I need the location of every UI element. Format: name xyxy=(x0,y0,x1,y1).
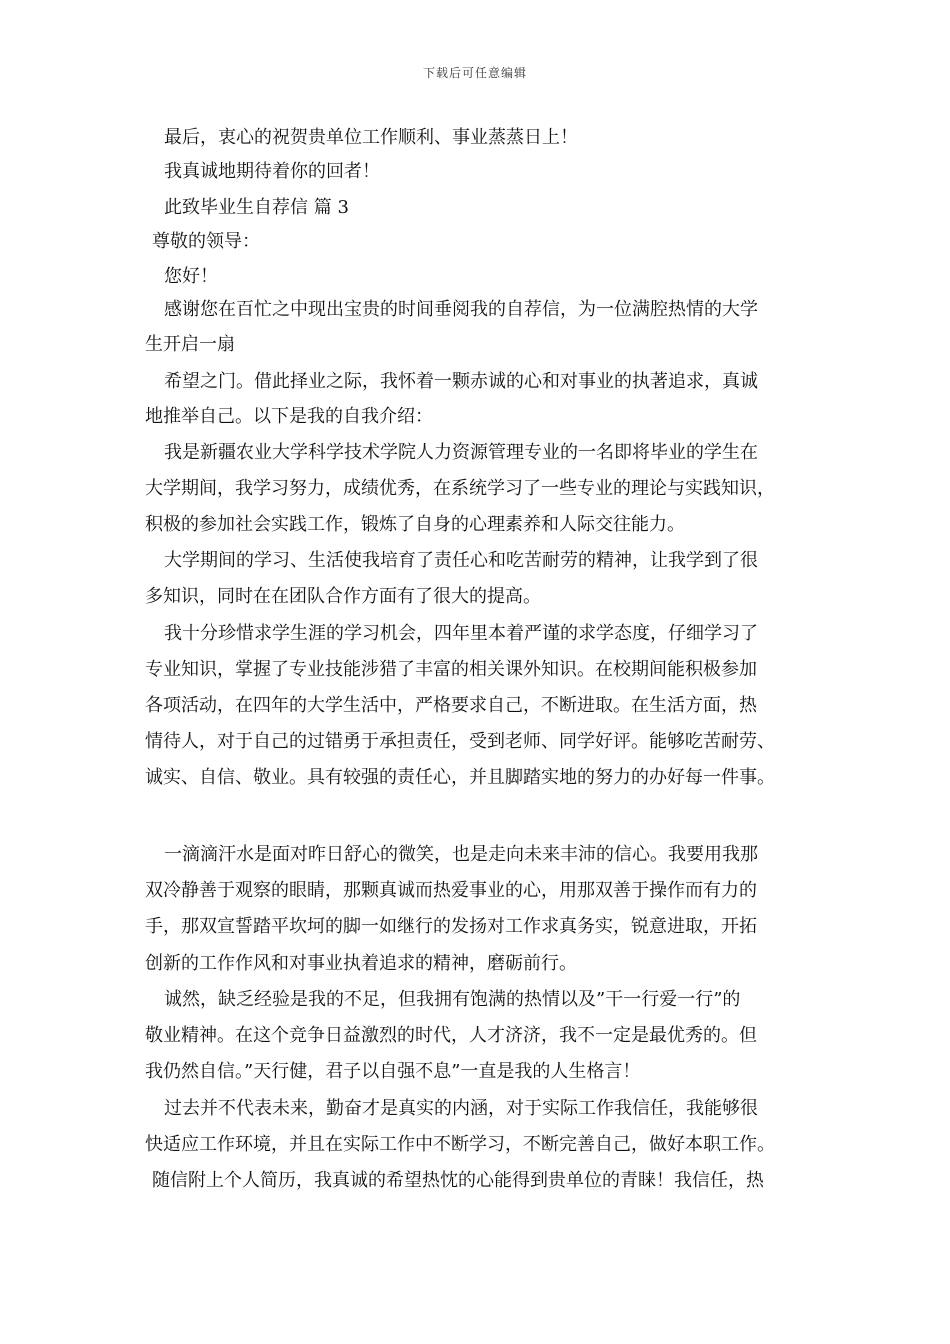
text-line: 我是新疆农业大学科学技术学院人力资源管理专业的一名即将毕业的学生在 xyxy=(164,442,758,463)
text-line: 生开启一扇 xyxy=(145,334,235,355)
text-line: 双冷静善于观察的眼睛，那颗真诚而热爱事业的心，用那双善于操作而有力的 xyxy=(145,880,757,901)
text-line: 创新的工作作风和对事业执着追求的精神，磨砺前行。 xyxy=(145,953,577,974)
text-line: 地推举自己。以下是我的自我介绍： xyxy=(145,406,433,427)
text-line: 过去并不代表未来，勤奋才是真实的内涵，对于实际工作我信任，我能够很 xyxy=(164,1098,758,1119)
text-line: 我真诚地期待着你的回者！ xyxy=(164,161,380,182)
page-header-note: 下载后可任意编辑 xyxy=(422,66,527,80)
text-line: 一滴滴汗水是面对昨日舒心的微笑，也是走向未来丰沛的信心。我要用我那 xyxy=(164,844,758,865)
text-line: 诚然，缺乏经验是我的不足，但我拥有饱满的热情以及”干一行爱一行”的 xyxy=(164,989,741,1010)
text-line: 此致毕业生自荐信 篇 3 xyxy=(164,197,349,218)
text-line: 各项活动，在四年的大学生活中，严格要求自己，不断进取。在生活方面，热 xyxy=(145,695,757,716)
text-line: 多知识，同时在在团队合作方面有了很大的提高。 xyxy=(145,586,541,607)
text-line: 我十分珍惜求学生涯的学习机会，四年里本着严谨的求学态度，仔细学习了 xyxy=(164,623,758,644)
text-line: 感谢您在百忙之中现出宝贵的时间垂阅我的自荐信，为一位满腔热情的大学 xyxy=(164,299,758,320)
text-line: 手，那双宣誓踏平坎坷的脚一如继行的发扬对工作求真务实，锐意进取，开拓 xyxy=(145,916,757,937)
text-line: 专业知识，掌握了专业技能涉猎了丰富的相关课外知识。在校期间能积极参加 xyxy=(145,659,757,680)
text-line: 希望之门。借此择业之际，我怀着一颗赤诚的心和对事业的执著追求，真诚 xyxy=(164,371,758,392)
text-line: 诚实、自信、敬业。具有较强的责任心，并且脚踏实地的努力的办好每一件事。 xyxy=(145,767,775,788)
text-line: 最后，衷心的祝贺贵单位工作顺利、事业蒸蒸日上！ xyxy=(164,127,578,148)
text-line: 敬业精神。在这个竞争日益激烈的时代，人才济济，我不一定是最优秀的。但 xyxy=(145,1025,757,1046)
text-line: 积极的参加社会实践工作，锻炼了自身的心理素养和人际交往能力。 xyxy=(145,514,685,535)
text-line: 大学期间，我学习努力，成绩优秀，在系统学习了一些专业的理论与实践知识， xyxy=(145,478,775,499)
text-line: 快适应工作环境，并且在实际工作中不断学习，不断完善自己，做好本职工作。 xyxy=(145,1134,775,1155)
text-line: 情待人，对于自己的过错勇于承担责任，受到老师、同学好评。能够吃苦耐劳、 xyxy=(145,731,775,752)
text-line: 随信附上个人简历，我真诚的希望热忱的心能得到贵单位的青睐！我信任，热 xyxy=(152,1170,764,1191)
text-line: 我仍然自信。”天行健，君子以自强不息”一直是我的人生格言！ xyxy=(145,1061,641,1082)
text-line: 大学期间的学习、生活使我培育了责任心和吃苦耐劳的精神，让我学到了很 xyxy=(164,550,758,571)
text-line: 尊敬的领导： xyxy=(152,231,260,252)
text-line: 您好！ xyxy=(164,266,218,287)
